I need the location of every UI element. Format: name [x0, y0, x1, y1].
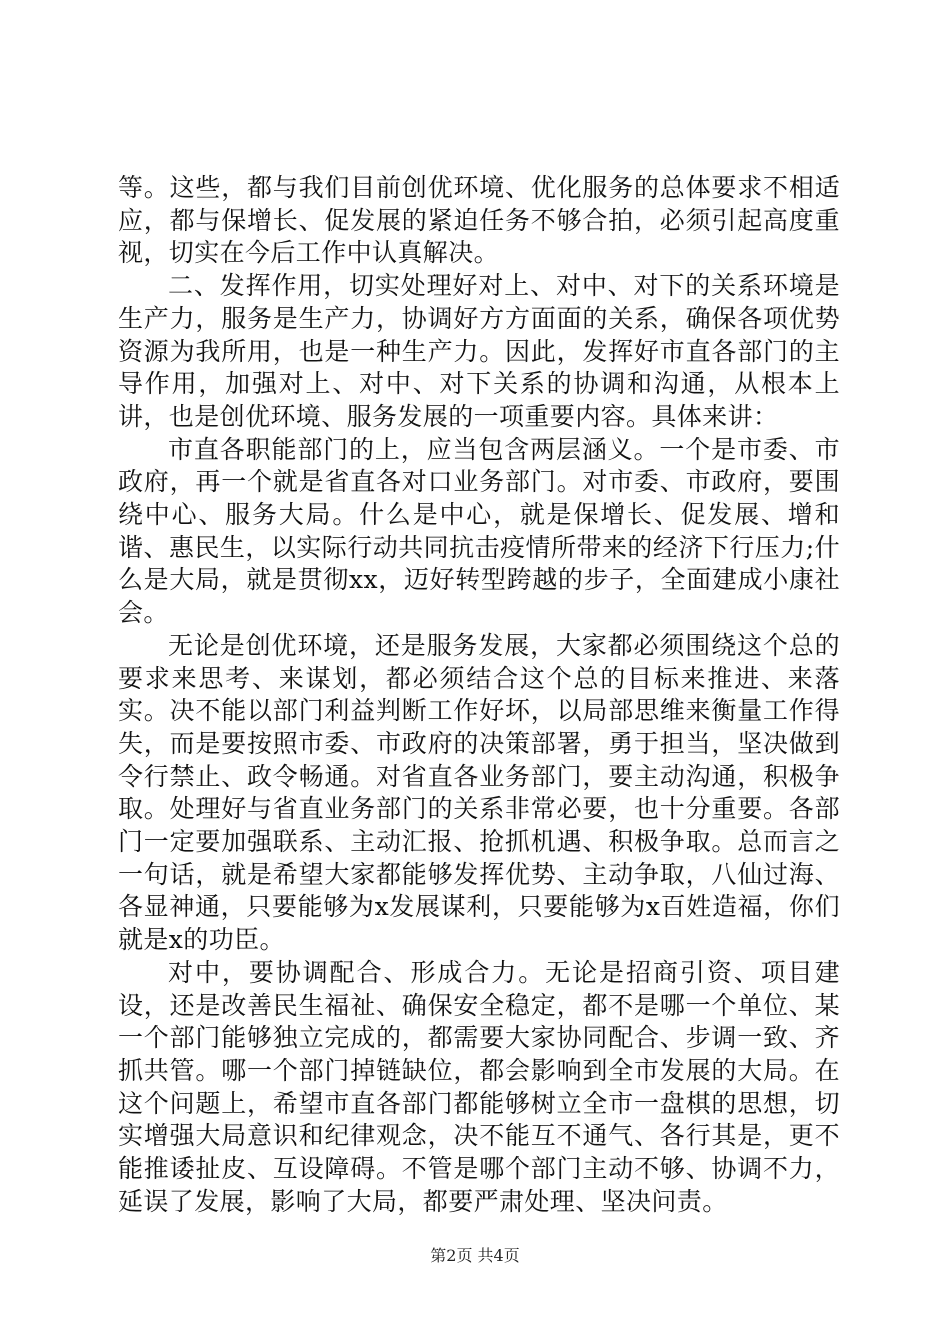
paragraph-continuation: 等。这些，都与我们目前创优环境、优化服务的总体要求不相适应，都与保增长、促发展的紧迫任务不够合拍，必须引起高度重视，切实在今后工作中认真解决。: [118, 173, 840, 268]
page-number-footer: 第2页 共4页: [430, 1246, 520, 1265]
paragraph-middle-relations: 对中，要协调配合、形成合力。无论是招商引资、项目建设，还是改善民生福祉、确保安全稳定，都不是哪一个单位、某一个部门能够独立完成的，都需要大家协同配合、步调一致、齐抓共管。哪一个部门掉链缺位，都会影响到全市发展的大局。在这个问题上，希望市直各部门都能够树立全市一盘棋的思想，切实增强大局意识和纪律观念，决不能互不通气、各行其是，更不能推诿扯皮、互设障碍。不管是哪个部门主动不够、协调不力，延误了发展，影响了大局，都要严肃处理、坚决问责。: [118, 957, 840, 1216]
paragraph-environment-development: 无论是创优环境，还是服务发展，大家都必须围绕这个总的要求来思考、来谋划，都必须结合这个总的目标来推进、来落实。决不能以部门利益判断工作好坏，以局部思维来衡量工作得失，而是要按照市委、市政府的决策部署，勇于担当，坚决做到令行禁止、政令畅通。对省直各业务部门，要主动沟通，积极争取。处理好与省直业务部门的关系非常必要，也十分重要。各部门一定要加强联系、主动汇报、抢抓机遇、积极争取。总而言之一句话，就是希望大家都能够发挥优势、主动争取，八仙过海、各显神通，只要能够为x发展谋利，只要能够为x百姓造福，你们就是x的功臣。: [118, 630, 840, 955]
paragraph-upward-relations: 市直各职能部门的上，应当包含两层涵义。一个是市委、市政府，再一个就是省直各对口业务部门。对市委、市政府，要围绕中心、服务大局。什么是中心，就是保增长、促发展、增和谐、惠民生，以实际行动共同抗击疫情所带来的经济下行压力;什么是大局，就是贯彻xx，迈好转型跨越的步子，全面建成小康社会。: [118, 434, 840, 628]
paragraph-section-two: 二、发挥作用，切实处理好对上、对中、对下的关系环境是生产力，服务是生产力，协调好方方面面的关系，确保各项优势资源为我所用，也是一种生产力。因此，发挥好市直各部门的主导作用，加强对上、对中、对下关系的协调和沟通，从根本上讲，也是创优环境、服务发展的一项重要内容。具体来讲：: [118, 271, 840, 431]
document-body: [118, 172, 840, 1219]
